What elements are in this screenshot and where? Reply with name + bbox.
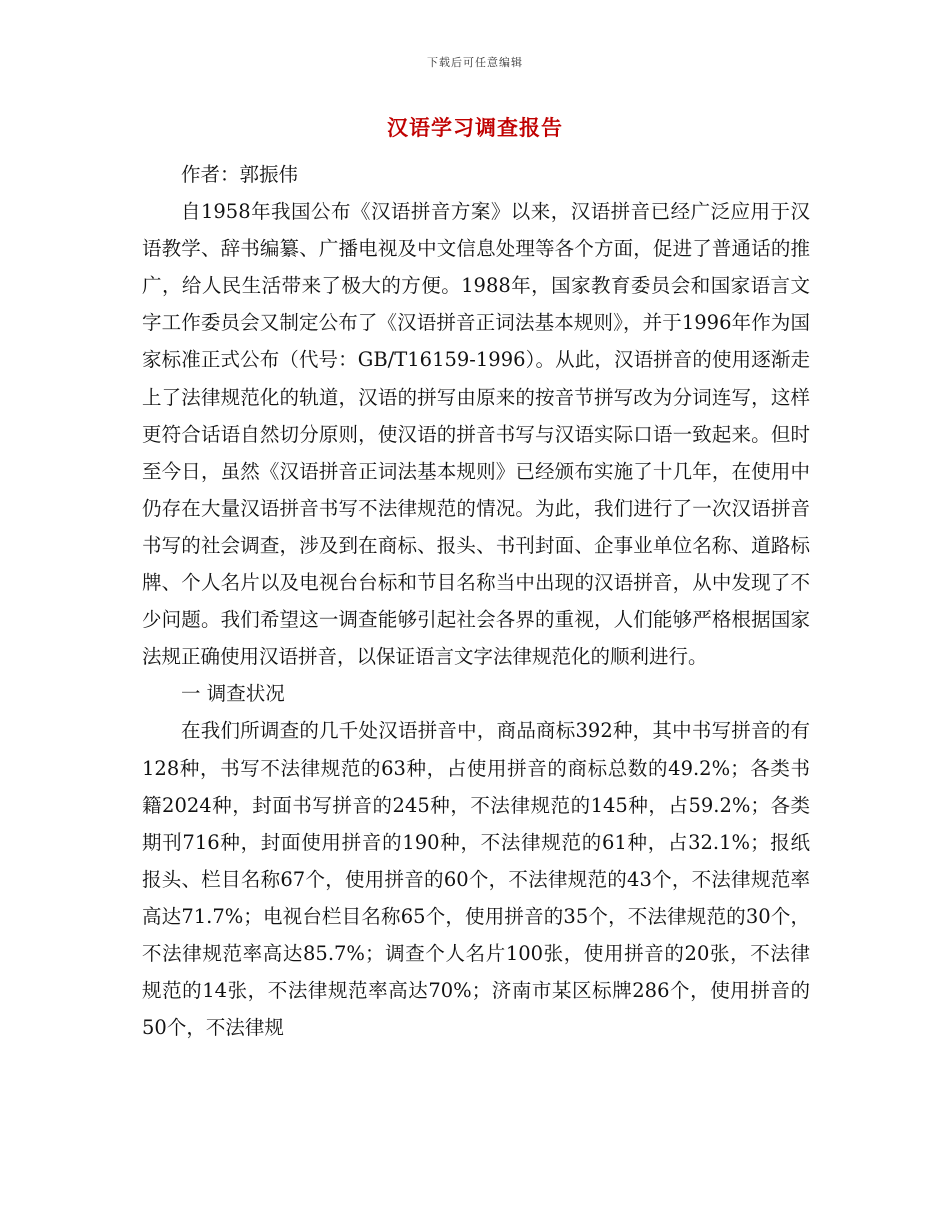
page-header-note: 下载后可任意编辑: [427, 56, 523, 69]
author-line: 作者：郭振伟: [181, 163, 299, 186]
intro-paragraph: 自1958年我国公布《汉语拼音方案》以来，汉语拼音已经广泛应用于汉语教学、辞书编纂、广播电视及中文信息处理等各个方面，促进了普通话的推广，给人民生活带来了极大的方便。1988年，国家教育委员会和国家语言文字工作委员会又制定公布了《汉语拼音正词法基本规则》，并于1996年作为国家标准正式公布（代号：GB/T16159-1996）。从此，汉语拼音的使用逐渐走上了法律规范化的轨道，汉语的拼写由原来的按音节拼写改为分词连写，这样更符合话语自然切分原则，使汉语的拼音书写与汉语实际口语一致起来。但时至今日，虽然《汉语拼音正词法基本规则》已经颁布实施了十几年，在使用中仍存在大量汉语拼音书写不法律规范的情况。为此，我们进行了一次汉语拼音书写的社会调查，涉及到在商标、报头、书刊封面、企事业单位名称、道路标牌、个人名片以及电视台台标和节目名称当中出现的汉语拼音，从中发现了不少问题。我们希望这一调查能够引起社会各界的重视，人们能够严格根据国家法规正确使用汉语拼音，以保证语言文字法律规范化的顺利进行。: [142, 200, 810, 669]
survey-paragraph: 在我们所调查的几千处汉语拼音中，商品商标392种，其中书写拼音的有128种，书写不法律规范的63种，占使用拼音的商标总数的49.2%；各类书籍2024种，封面书写拼音的245种，不法律规范的145种，占59.2%；各类期刊716种，封面使用拼音的190种，不法律规范的61种，占32.1%；报纸报头、栏目名称67个，使用拼音的60个，不法律规范的43个，不法律规范率高达71.7%；电视台栏目名称65个，使用拼音的35个，不法律规范的30个，不法律规范率高达85.7%；调查个人名片100张，使用拼音的20张，不法律规范的14张，不法律规范率高达70%；济南市某区标牌286个，使用拼音的50个，不法律规: [142, 719, 810, 1040]
document-title: 汉语学习调查报告: [387, 115, 563, 140]
document-body: [142, 156, 810, 1046]
section-heading: 一 调查状况: [181, 682, 285, 706]
